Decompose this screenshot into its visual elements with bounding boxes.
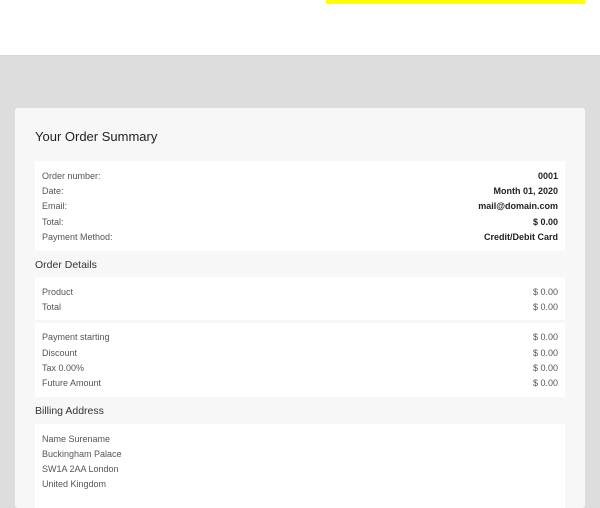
- payment-starting-label: Payment starting: [42, 332, 110, 342]
- order-details-title: Order Details: [35, 259, 97, 271]
- product-label: Product: [42, 287, 74, 297]
- payment-breakdown-box: [35, 323, 565, 397]
- product-value: $ 0.00: [532, 287, 558, 297]
- payment-starting-row: [42, 330, 558, 344]
- date-row: [42, 184, 558, 198]
- billing-address-title: Billing Address: [35, 405, 104, 417]
- payment-starting-value: $ 0.00: [532, 332, 558, 342]
- details-total-value: $ 0.00: [532, 302, 558, 312]
- tax-value: $ 0.00: [532, 363, 558, 373]
- billing-country: United Kingdom: [42, 479, 107, 489]
- discount-label: Discount: [42, 348, 78, 358]
- total-value: $ 0.00: [532, 217, 558, 227]
- billing-postcode-city: SW1A 2AA London: [42, 464, 119, 474]
- order-info-box: [35, 161, 565, 251]
- future-amount-label: Future Amount: [42, 378, 102, 388]
- order-number-row: [42, 169, 558, 183]
- details-total-row: [42, 300, 558, 314]
- total-row: [42, 215, 558, 229]
- discount-row: [42, 346, 558, 360]
- billing-address-box: [35, 424, 565, 508]
- future-amount-value: $ 0.00: [532, 378, 558, 388]
- order-summary-title: Your Order Summary: [35, 129, 158, 144]
- order-number-label: Order number:: [42, 171, 101, 181]
- tax-label: Tax 0.00%: [42, 363, 85, 373]
- payment-method-label: Payment Method:: [42, 232, 113, 242]
- order-summary-card: [15, 108, 585, 508]
- email-label: Email:: [42, 201, 68, 211]
- payment-method-value: Credit/Debit Card: [483, 232, 558, 242]
- tax-row: [42, 361, 558, 375]
- details-total-label: Total: [42, 302, 62, 312]
- email-value: mail@domain.com: [478, 201, 558, 211]
- date-label: Date:: [42, 186, 64, 196]
- total-label: Total:: [42, 217, 64, 227]
- billing-name: Name Surename: [42, 434, 111, 444]
- billing-street: Buckingham Palace: [42, 449, 122, 459]
- product-row: [42, 285, 558, 299]
- future-amount-row: [42, 376, 558, 390]
- top-header: [0, 0, 600, 56]
- order-number-value: 0001: [537, 171, 558, 181]
- discount-value: $ 0.00: [532, 348, 558, 358]
- payment-method-row: [42, 230, 558, 244]
- email-row: [42, 199, 558, 213]
- order-details-box: [35, 277, 565, 320]
- date-value: Month 01, 2020: [493, 186, 558, 196]
- accent-bar: [326, 0, 585, 4]
